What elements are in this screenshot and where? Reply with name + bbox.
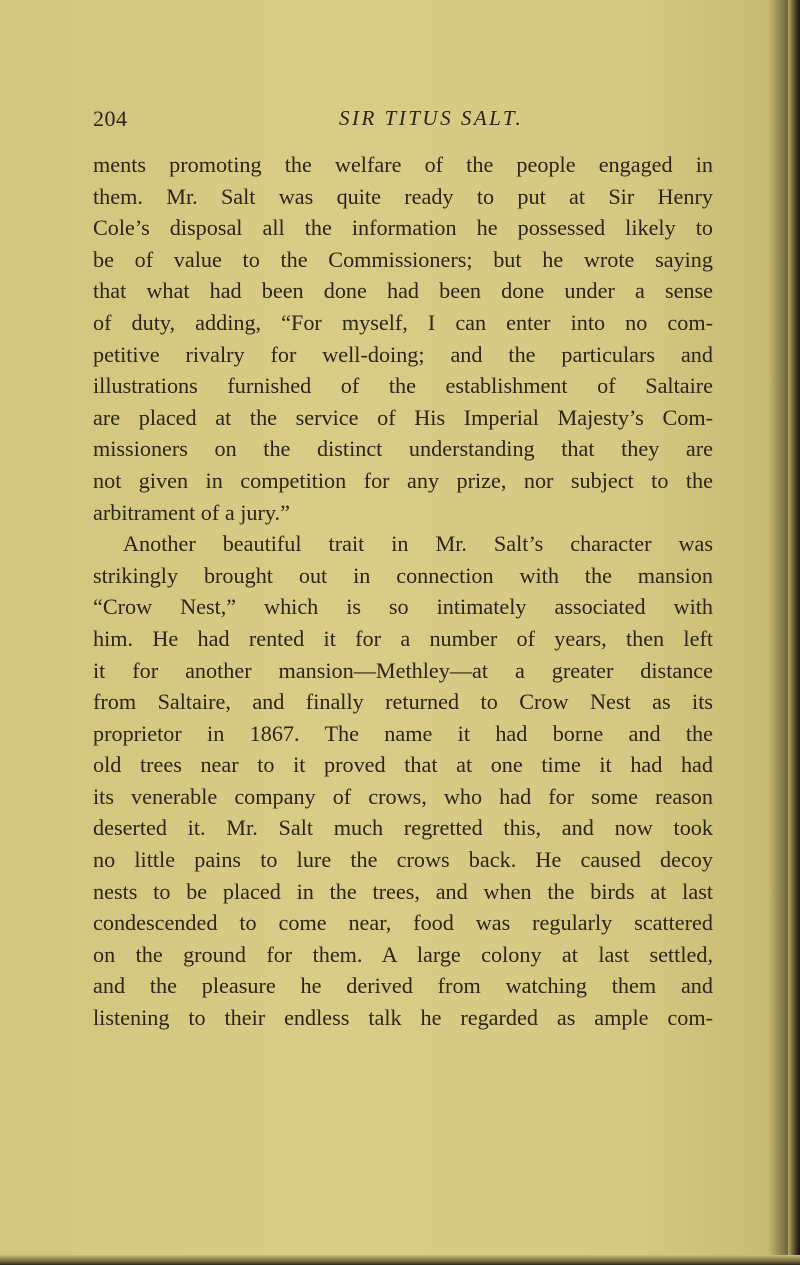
page-edge-shadow bbox=[788, 0, 800, 1265]
text-line: nests to be placed in the trees, and when the birds at last bbox=[93, 878, 713, 904]
page-header bbox=[93, 106, 723, 140]
text-line: strikingly brought out in connection with the mansion bbox=[93, 562, 713, 588]
page-number: 204 bbox=[93, 106, 128, 131]
text-line: ments promoting the welfare of the people engaged in bbox=[93, 152, 713, 177]
text-line: on the ground for them. A large colony at last settled, bbox=[93, 941, 713, 967]
text-line: not given in competition for any prize, nor subject to the bbox=[93, 467, 713, 493]
text-line: them. Mr. Salt was quite ready to put at Sir Henry bbox=[93, 183, 713, 209]
text-line: him. He had rented it for a number of years, then left bbox=[93, 625, 713, 651]
text-line: condescended to come near, food was regularly scattered bbox=[93, 910, 713, 936]
text-line: are placed at the service of His Imperial Majesty’s Com- bbox=[93, 404, 713, 430]
text-line: deserted it. Mr. Salt much regretted this, and now took bbox=[93, 815, 713, 841]
text-line: from Saltaire, and finally returned to Crow Nest as its bbox=[93, 689, 713, 715]
text-line: no little pains to lure the crows back. He caused decoy bbox=[93, 847, 713, 873]
text-line: listening to their endless talk he regarded as ample com- bbox=[93, 1005, 713, 1031]
text-line: “Crow Nest,” which is so intimately associated with bbox=[93, 594, 713, 620]
running-title: SIR TITUS SALT. bbox=[339, 106, 524, 130]
text-line: be of value to the Commissioners; but he wrote saying bbox=[93, 246, 713, 272]
text-line: old trees near to it proved that at one time it had had bbox=[93, 752, 713, 778]
text-line: missioners on the distinct understanding that they are bbox=[93, 436, 713, 462]
text-line: Cole’s disposal all the information he possessed likely to bbox=[93, 215, 713, 241]
paragraph-start-line: Another beautiful trait in Mr. Salt’s character was bbox=[123, 531, 713, 557]
text-line: its venerable company of crows, who had for some reason bbox=[93, 783, 713, 809]
text-line: illustrations furnished of the establishment of Saltaire bbox=[93, 373, 713, 399]
text-line: arbitrament of a jury.” bbox=[93, 499, 290, 525]
text-line: and the pleasure he derived from watching them and bbox=[93, 973, 713, 999]
page-bottom-shadow bbox=[0, 1255, 800, 1265]
text-line: that what had been done had been done under a sense bbox=[93, 278, 713, 304]
text-line: proprietor in 1867. The name it had borne and the bbox=[93, 720, 713, 746]
text-line: petitive rivalry for well-doing; and the particulars and bbox=[93, 341, 713, 367]
body-text bbox=[93, 149, 713, 1034]
text-line: of duty, adding, “For myself, I can enter into no com- bbox=[93, 309, 713, 335]
text-line: it for another mansion—Methley—at a greater distance bbox=[93, 657, 713, 683]
